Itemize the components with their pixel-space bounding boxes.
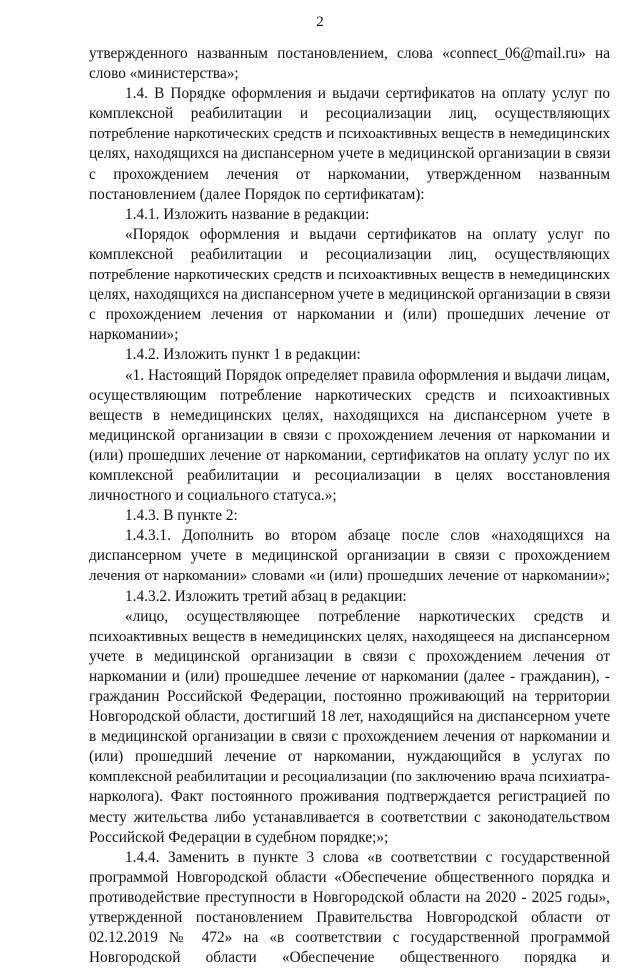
- text-line: наркомании и (или) прошедшее лечение от наркомании (далее - гражданин), -: [89, 667, 610, 685]
- text-line: утвержденного названным постановлением, слова «connect_06@mail.ru» на: [89, 45, 610, 62]
- text-line: лечения от наркомании» словами «и (или) прошедших лечение от наркомании»;: [89, 568, 610, 585]
- text-line: наркомании»;: [89, 326, 179, 344]
- text-line: 1.4.3.2. Изложить третий абзац в редакции:: [125, 587, 407, 605]
- text-line: Российской Федерации в судебном порядке;»;: [89, 828, 389, 846]
- text-line: с прохождением лечения от наркомании, утвержденном названным: [89, 165, 610, 183]
- text-line: учете в медицинской организации в связи с прохождением лечения от: [89, 647, 610, 665]
- text-line: комплексной реабилитации и ресоциализации (по заключению врача психиатра-: [89, 769, 610, 786]
- text-line: «1. Настоящий Порядок определяет правила оформления и выдачи лицам,: [125, 366, 610, 384]
- text-line: противодействие преступности в Новгородской области на 2020 - 2025 годы»,: [89, 888, 610, 906]
- text-line: утвержденной постановлением Правительства Новгородской области от: [89, 909, 610, 927]
- text-line: потребление наркотических средств и психоактивных веществ в немедицинских: [89, 126, 610, 143]
- text-line: медицинской организации в связи с прохождением лечения от наркомании и: [89, 426, 610, 444]
- text-line: программой Новгородской области «Обеспечение общественного порядка и: [89, 868, 610, 886]
- text-line: комплексной реабилитации и ресоциализации в целях восстановления: [89, 466, 610, 484]
- text-line: «Порядок оформления и выдачи сертификатов на оплату услуг по: [125, 225, 610, 243]
- text-line: 1.4.3.1. Дополнить во втором абзаце после слов «находящихся на: [125, 527, 610, 545]
- text-line: гражданин Российской Федерации, постоянно проживающий на территории: [89, 688, 610, 705]
- text-line: 1.4.3. В пункте 2:: [125, 507, 238, 525]
- text-line: Новгородской области, достигший 18 лет, находящийся на диспансерном учете: [89, 708, 610, 726]
- text-line: целях, находящихся на диспансерном учете в медицинской организации в связи: [89, 286, 611, 304]
- text-line: в медицинской организации в связи с прохождением лечения от наркомании и: [89, 728, 610, 746]
- text-line: постановлением (далее Порядок по сертификатам):: [89, 185, 425, 203]
- text-line: психоактивных веществ в немедицинских целях, находящееся на диспансерном: [89, 628, 610, 645]
- text-line: месту жительства либо устанавливается в соответствии с законодательством: [89, 808, 610, 826]
- text-line: комплексной реабилитации и ресоциализации лиц, осуществляющих: [89, 245, 610, 263]
- text-line: 1.4.2. Изложить пункт 1 в редакции:: [125, 346, 361, 364]
- text-line: диспансерном учете в медицинской организации в связи с прохождением: [89, 547, 610, 565]
- text-line: с прохождением лечения от наркомании и (или) прошедших лечение от: [89, 306, 610, 324]
- document-body: [89, 44, 610, 968]
- text-line: 02.12.2019 № 472» на «в соответствии с государственной программой: [89, 929, 610, 947]
- page-number: 2: [316, 14, 324, 30]
- text-line: осуществляющим потребление наркотических средств и психоактивных: [89, 386, 610, 404]
- text-line: потребление наркотических средств и психоактивных веществ в немедицинских: [89, 267, 610, 284]
- text-line: нарколога). Факт постоянного проживания подтверждается регистрацией по: [89, 788, 610, 806]
- text-line: веществ в немедицинских целях, находящихся на диспансерном учете в: [89, 406, 610, 424]
- text-line: целях, находящихся на диспансерном учете в медицинской организации в связи: [89, 145, 611, 163]
- text-line: слово «министерства»;: [89, 65, 239, 83]
- text-line: личностного и социального статуса.»;: [89, 487, 337, 505]
- text-line: (или) прошедший лечение от наркомании, нуждающийся в услугах по: [89, 748, 610, 766]
- text-line: 1.4. В Порядке оформления и выдачи сертификатов на оплату услуг по: [125, 85, 610, 103]
- text-line: 1.4.4. Заменить в пункте 3 слова «в соответствии с государственной: [125, 848, 610, 866]
- text-line: комплексной реабилитации и ресоциализации лиц, осуществляющих: [89, 105, 610, 123]
- text-line: (или) прошедших лечение от наркомании, сертификатов на оплату услуг по их: [89, 446, 610, 464]
- text-line: 1.4.1. Изложить название в редакции:: [125, 205, 370, 223]
- text-line: Новгородской области «Обеспечение общественного порядка и: [89, 949, 610, 967]
- text-line: «лицо, осуществляющее потребление наркотических средств и: [125, 607, 610, 625]
